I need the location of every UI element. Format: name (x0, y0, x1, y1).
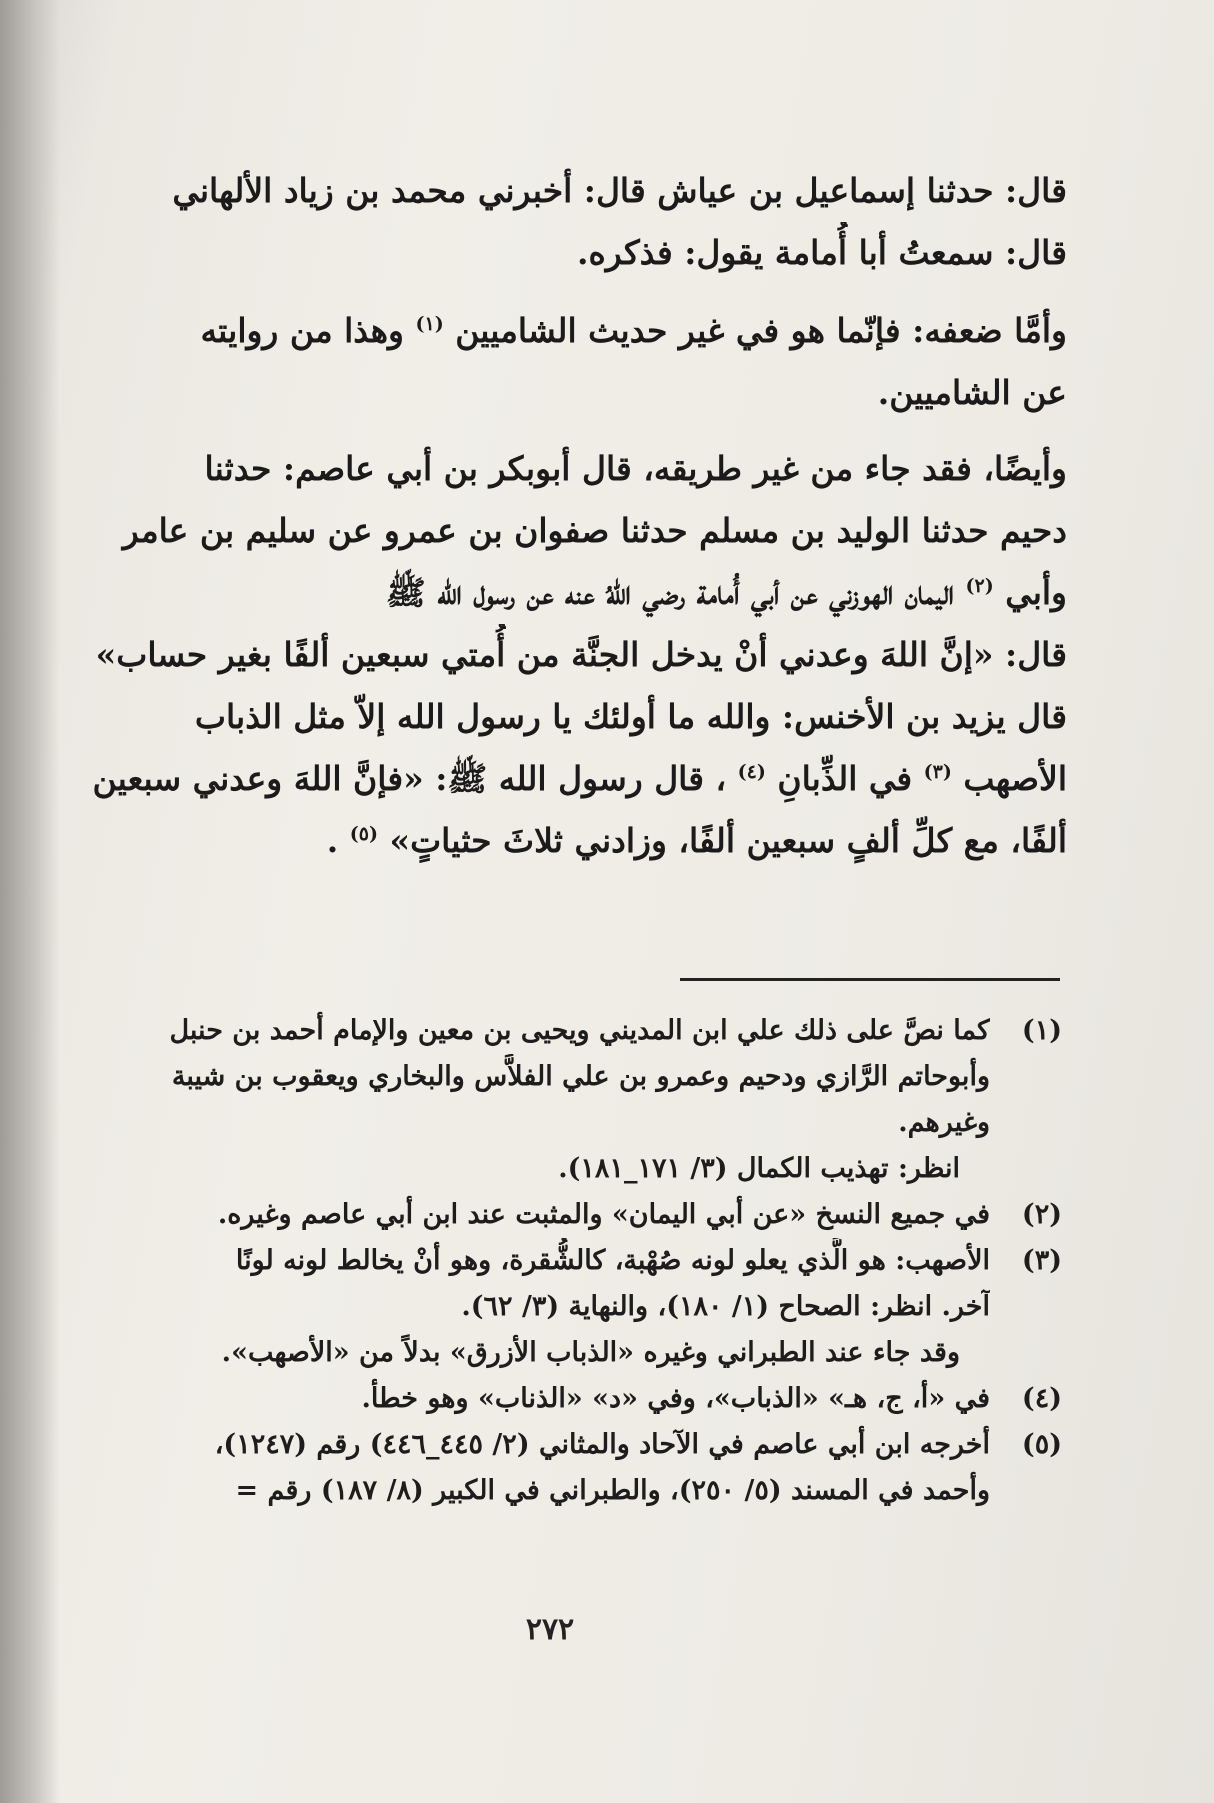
main-text-block (62, 160, 1067, 284)
footnote-body (62, 1422, 990, 1514)
text-line: وأيضًا، فقد جاء من غير طريقه، قال أبوبكر بن أبي عاصم: حدثنا (204, 449, 1067, 488)
footnote-number: (٢) (1021, 1199, 1062, 1230)
footnote-body (62, 1238, 990, 1376)
footnote-body (62, 1008, 990, 1192)
text-line: دحيم حدثنا الوليد بن مسلم حدثنا صفوان بن عمرو عن سليم بن عامر (122, 511, 1067, 550)
footnote-ref[interactable]: (٥) (349, 823, 378, 845)
paragraph-hadith (62, 438, 1067, 872)
footnote-body (62, 1376, 990, 1422)
footnote-ref[interactable]: (٣) (923, 761, 952, 783)
footnote-5 (62, 1422, 1062, 1514)
footnote-ref[interactable]: (٢) (965, 575, 994, 597)
text-segment: ألفًا، مع كلِّ ألفٍ سبعين ألفًا، وزادني ثلاثَ حثياتٍ» (389, 821, 1067, 860)
text-line (62, 748, 1067, 810)
text-line: عن الشاميين. (877, 373, 1067, 412)
page-number: ٢٧٢ (525, 1612, 575, 1647)
footnote-number: (٤) (1021, 1383, 1062, 1414)
footnote-4 (62, 1376, 1062, 1422)
footnote-line: وأحمد في المسند (٥/ ٢٥٠)، والطبراني في الكبير (٨/ ١٨٧) رقم = (235, 1475, 990, 1506)
text-line: قال: حدثنا إسماعيل بن عياش قال: أخبرني محمد بن زياد الألهاني (172, 171, 1067, 210)
footnote-line: وأبوحاتم الرَّازي ودحيم وعمرو بن علي الفلاَّس والبخاري ويعقوب بن شيبة (171, 1061, 990, 1092)
text-line (62, 810, 1067, 872)
footnote-number: (١) (1021, 1015, 1062, 1046)
text-segment: . (326, 821, 339, 860)
footnotes-block (62, 1008, 1062, 1514)
footnote-line: أخرجه ابن أبي عاصم في الآحاد والمثاني (٢/ ٤٤٥_٤٤٦) رقم (١٢٤٧)، (214, 1429, 990, 1460)
footnote-line: في «أ، ج، هـ» «الذباب»، وفي «د» «الذناب» وهو خطأ. (361, 1383, 990, 1414)
footnote-body (62, 1192, 990, 1238)
page-gutter-shadow (0, 0, 60, 1803)
text-line (62, 562, 1067, 624)
text-line: قال: «إنَّ اللهَ وعدني أنْ يدخل الجنَّة من أُمتي سبعين ألفًا بغير حساب» (95, 635, 1067, 674)
text-segment: الأصهب (963, 759, 1067, 798)
footnote-number: (٣) (1021, 1245, 1062, 1276)
footnote-1 (62, 1008, 1062, 1192)
footnote-line: انظر: تهذيب الكمال (٣/ ١٧١_١٨١). (558, 1153, 960, 1184)
footnote-line: آخر. انظر: الصحاح (١/ ١٨٠)، والنهاية (٣/ ٦٢). (461, 1291, 990, 1322)
footnote-line: في جميع النسخ «عن أبي اليمان» والمثبت عند ابن أبي عاصم وغيره. (217, 1199, 990, 1230)
footnote-line: كما نصَّ على ذلك علي ابن المديني ويحيى بن معين والإمام أحمد بن حنبل (169, 1015, 990, 1046)
footnote-separator (680, 978, 1060, 981)
footnote-line: وقد جاء عند الطبراني وغيره «الذباب الأزرق» بدلاً من «الأصهب». (221, 1337, 960, 1368)
text-segment: ، قال رسول الله ﷺ: «فإنَّ اللهَ وعدني سبعين (92, 759, 727, 798)
text-segment: وهذا من روايته (200, 311, 404, 350)
footnote-number: (٥) (1021, 1429, 1062, 1460)
text-segment: اليمان الهوزني عن أبي أُمامة رضي اللهُ عنه عن رسول الله ﷺ (385, 573, 954, 612)
footnote-ref[interactable]: (٤) (737, 761, 766, 783)
paragraph-weakness (62, 300, 1067, 424)
text-segment: وأمَّا ضعفه: فإنّما هو في غير حديث الشاميين (455, 311, 1067, 350)
text-line (62, 300, 1067, 362)
text-line: قال يزيد بن الأخنس: والله ما أولئك يا رسول الله إلاّ مثل الذباب (194, 697, 1067, 736)
text-segment: في الذِّبانِ (777, 759, 913, 798)
footnote-line: الأصهب: هو الَّذي يعلو لونه صُهْبة، كالشُّقرة، وهو أنْ يخالط لونه لونًا (235, 1245, 990, 1276)
text-line: قال: سمعتُ أبا أُمامة يقول: فذكره. (576, 233, 1067, 272)
text-segment: وأبي (1005, 573, 1067, 612)
footnote-ref[interactable]: (١) (415, 313, 444, 335)
footnote-3 (62, 1238, 1062, 1376)
footnote-line: وغيرهم. (898, 1107, 990, 1138)
footnote-2 (62, 1192, 1062, 1238)
